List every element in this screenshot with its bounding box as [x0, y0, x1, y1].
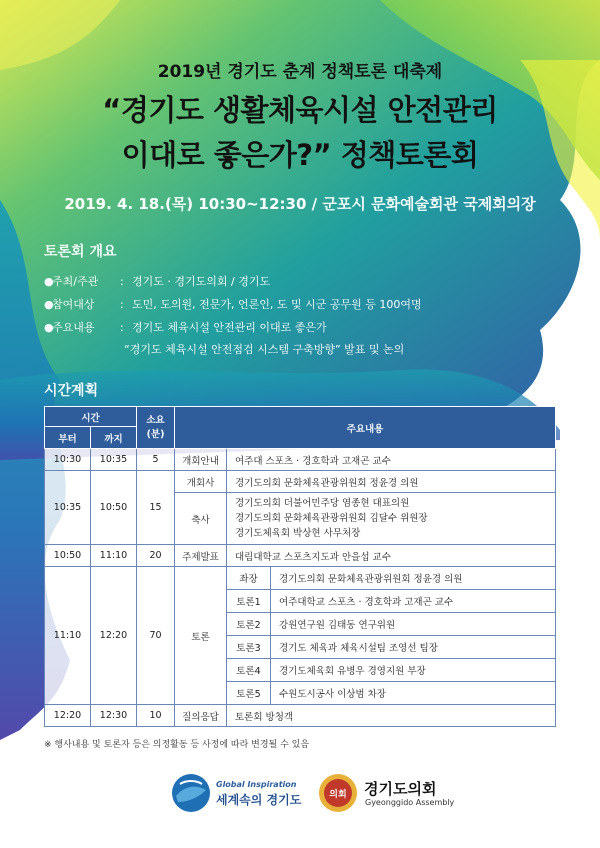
- panel-role: 토론3: [227, 636, 271, 659]
- cell-item: 주제발표: [175, 545, 227, 567]
- table-row: [45, 545, 556, 567]
- cell-duration: 20: [137, 545, 175, 567]
- cell-end: 12:20: [91, 567, 137, 705]
- overview-colon: :: [120, 298, 124, 311]
- title-line-2: 이대로 좋은가?” 정책토론회: [121, 138, 479, 172]
- overview-row-host: [44, 273, 270, 289]
- panel-name: 경기도 체육과 체육시설팀 조영선 팀장: [271, 636, 556, 659]
- header-start: 부터: [45, 427, 91, 449]
- table-header-row: [45, 407, 556, 427]
- gyeonggi-assembly-logo: [318, 770, 468, 816]
- cell-detail: 대림대학교 스포츠지도과 안을섭 교수: [227, 545, 556, 567]
- seal-text: 의회: [329, 790, 347, 800]
- cell-end: 12:30: [91, 705, 137, 727]
- gyeonggi-province-logo: [170, 770, 310, 816]
- cell-end: 10:50: [91, 471, 137, 545]
- schedule-table: [44, 406, 556, 727]
- schedule-note: ※ 행사내용 및 토론자 등은 의정활동 등 사정에 따라 변경될 수 있음: [44, 740, 310, 750]
- header-content: 주요내용: [175, 407, 556, 449]
- congrats-speaker: 경기도의회 더불어민주당 염종현 대표의원: [235, 498, 410, 509]
- congrats-speaker: 경기도의회 문화체육관광위원회 김달수 위원장: [235, 513, 428, 524]
- overview-row-content-cont: [124, 341, 404, 357]
- cell-start: 12:20: [45, 705, 91, 727]
- panel-name: 경기도체육회 유병우 경영지원 부장: [271, 659, 556, 682]
- cell-item: 토론: [175, 567, 227, 705]
- header-time: 시간: [45, 407, 137, 427]
- cell-detail: 경기도의회 문화체육관광위원회 정윤경 의원: [227, 471, 556, 493]
- cell-duration: 15: [137, 471, 175, 545]
- bullet-icon: ●: [44, 321, 54, 334]
- overview-value: 도민, 도의원, 전문가, 언론인, 도 및 시군 공무원 등 100여명: [132, 298, 422, 311]
- title-line-1: “경기도 생활체육시설 안전관리: [102, 93, 498, 127]
- overview-colon: :: [120, 275, 124, 288]
- header-duration: 소요 (분): [137, 407, 175, 449]
- event-datetime: 2019. 4. 18.(목) 10:30~12:30 / 군포시 문화예술회관 국제회의장: [64, 195, 536, 213]
- panel-role: 토론5: [227, 682, 271, 705]
- panel-name: 강원연구원 김태동 연구위원: [271, 613, 556, 636]
- cell-item: 축사: [175, 493, 227, 545]
- cell-detail: 여주대 스포츠 · 경호학과 고재곤 교수: [227, 449, 556, 471]
- cell-item: 질의응답: [175, 705, 227, 727]
- overview-value: 경기도 · 경기도의회 / 경기도: [132, 275, 271, 288]
- overview-label: 주요내용: [52, 321, 95, 334]
- header-end: 까지: [91, 427, 137, 449]
- cell-start: 10:30: [45, 449, 91, 471]
- table-row: [45, 449, 556, 471]
- overview-row-audience: [44, 296, 422, 312]
- assembly-name: 경기도의회: [364, 780, 437, 798]
- assembly-name-en: Gyeonggido Assembly: [365, 798, 455, 807]
- table-row: [45, 567, 556, 590]
- panel-role: 좌장: [227, 567, 271, 590]
- panel-role: 토론1: [227, 590, 271, 613]
- cell-start: 11:10: [45, 567, 91, 705]
- congrats-speaker: 경기도체육회 박상현 사무처장: [235, 528, 361, 539]
- cell-item: 개회사: [175, 471, 227, 493]
- overview-value: 경기도 체육시설 안전관리 이대로 좋은가: [132, 321, 327, 334]
- bullet-icon: ●: [44, 275, 54, 288]
- table-row: [45, 471, 556, 493]
- overview-label: 주최/주관: [52, 275, 99, 288]
- cell-detail: [227, 493, 556, 545]
- cell-start: 10:35: [45, 471, 91, 545]
- overview-colon: :: [120, 321, 124, 334]
- panel-role: 토론2: [227, 613, 271, 636]
- cell-duration: 10: [137, 705, 175, 727]
- panel-name: 경기도의회 문화체육관광위원회 정윤경 의원: [271, 567, 556, 590]
- overview-value: “경기도 체육시설 안전점검 시스템 구축방향” 발표 및 논의: [124, 343, 405, 356]
- table-row: [45, 705, 556, 727]
- overview-heading: 토론회 개요: [44, 244, 117, 260]
- overview-row-content: [44, 319, 327, 335]
- logo-name: 세계속의 경기도: [216, 793, 302, 807]
- assembly-seal-icon: [318, 773, 358, 813]
- schedule-heading: 시간계획: [44, 383, 99, 399]
- logo-tagline: Global Inspiration: [216, 780, 297, 789]
- cell-duration: 70: [137, 567, 175, 705]
- bullet-icon: ●: [44, 298, 54, 311]
- cell-duration: 5: [137, 449, 175, 471]
- cell-end: 11:10: [91, 545, 137, 567]
- overview-label: 참여대상: [52, 298, 95, 311]
- panel-role: 토론4: [227, 659, 271, 682]
- panel-name: 수원도시공사 이상범 차장: [271, 682, 556, 705]
- cell-detail: 토론회 방청객: [227, 705, 556, 727]
- cell-end: 10:35: [91, 449, 137, 471]
- panel-name: 여주대학교 스포츠 · 경호학과 고재곤 교수: [271, 590, 556, 613]
- cell-item: 개회안내: [175, 449, 227, 471]
- globe-brush-icon: [170, 772, 212, 814]
- cell-start: 10:50: [45, 545, 91, 567]
- event-subtitle: 2019년 경기도 춘계 정책토론 대축제: [157, 62, 443, 82]
